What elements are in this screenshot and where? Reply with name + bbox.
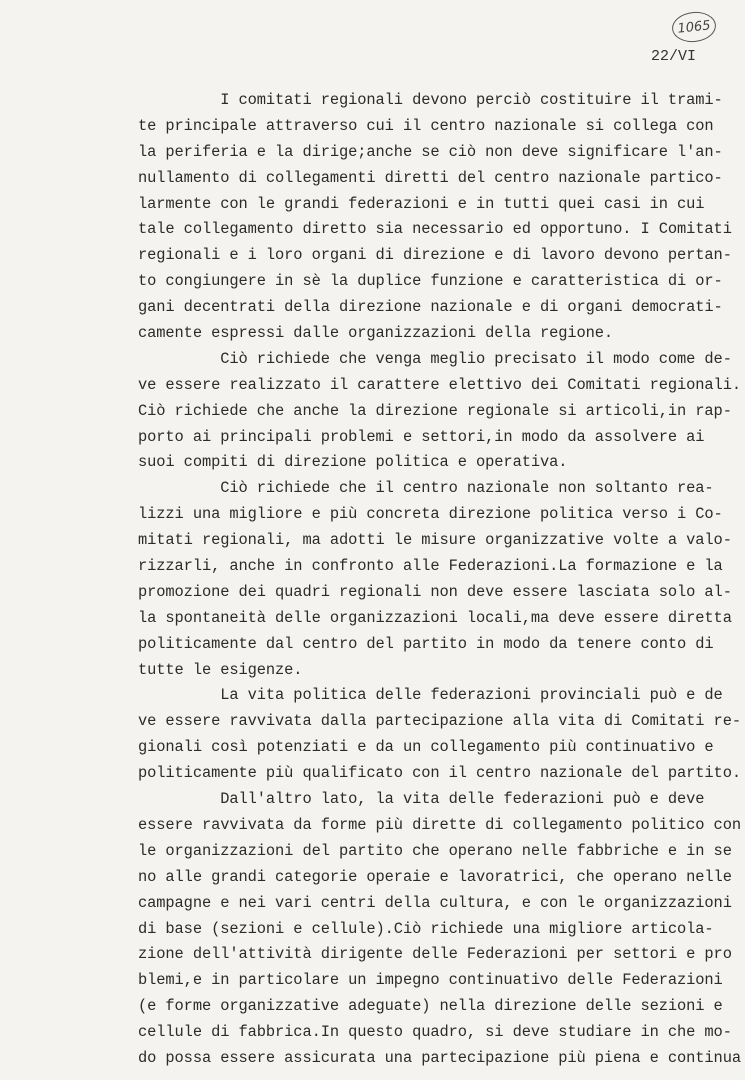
text-line: essere ravvivata da forme più dirette di collegamento politico con [138, 815, 741, 834]
text-line: do possa essere assicurata una partecipazione più piena e continua [138, 1048, 741, 1067]
body-text [138, 88, 741, 1072]
text-line: te principale attraverso cui il centro nazionale si collega con [138, 116, 714, 135]
text-line: no alle grandi categorie operaie e lavoratrici, che operano nelle [138, 867, 732, 886]
text-line: La vita politica delle federazioni provinciali può e de [138, 686, 723, 705]
text-line: regionali e i loro organi di direzione e di lavoro devono pertan- [138, 246, 732, 265]
text-line: to congiungere in sè la duplice funzione e caratteristica di or- [138, 272, 723, 291]
text-line: gani decentrati della direzione nazionale e di organi democrati- [138, 298, 723, 317]
text-line: Ciò richiede che venga meglio precisato il modo come de- [138, 349, 732, 368]
text-line: Ciò richiede che anche la direzione regionale si articoli,in rap- [138, 401, 732, 420]
text-line: blemi,e in particolare un impegno continuativo delle Federazioni [138, 971, 723, 990]
text-line: Dall'altro lato, la vita delle federazioni può e deve [138, 790, 705, 809]
text-line: I comitati regionali devono perciò costituire il trami- [138, 91, 723, 109]
text-line: politicamente più qualificato con il centro nazionale del partito. [138, 764, 741, 783]
text-line: tutte le esigenze. [138, 660, 303, 679]
text-line: ve essere realizzato il carattere elettivo dei Comitati regionali. [138, 375, 741, 394]
text-line: porto ai principali problemi e settori,in modo da assolvere ai [138, 427, 705, 446]
text-line: gionali così potenziati e da un collegamento più continuativo e [138, 738, 714, 757]
text-line: mitati regionali, ma adotti le misure organizzative volte a valo- [138, 531, 732, 550]
text-line: tale collegamento diretto sia necessario ed opportuno. I Comitati [138, 220, 732, 239]
text-line: promozione dei quadri regionali non deve essere lasciata solo al- [138, 582, 732, 601]
text-line: zione dell'attività dirigente delle Federazioni per settori e pro [138, 945, 732, 964]
text-line: di base (sezioni e cellule).Ciò richiede una migliore articola- [138, 919, 714, 938]
text-line: suoi compiti di direzione politica e operativa. [138, 453, 568, 472]
text-line: ve essere ravvivata dalla partecipazione alla vita di Comitati re- [138, 712, 741, 731]
text-line: lizzi una migliore e più concreta direzione politica verso i Co- [138, 505, 723, 524]
page-number: 22/VI [651, 48, 697, 65]
text-line: larmente con le grandi federazioni e in tutti quei casi in cui [138, 194, 705, 213]
text-line: (e forme organizzative adeguate) nella direzione delle sezioni e [138, 997, 723, 1016]
text-line: la spontaneità delle organizzazioni locali,ma deve essere diretta [138, 608, 732, 627]
text-line: politicamente dal centro del partito in modo da tenere conto di [138, 634, 714, 653]
text-line: Ciò richiede che il centro nazionale non soltanto rea- [138, 479, 714, 498]
text-line: camente espressi dalle organizzazioni della regione. [138, 324, 614, 343]
archive-stamp: 1065 [671, 10, 718, 44]
text-line: cellule di fabbrica.In questo quadro, si deve studiare in che mo- [138, 1023, 732, 1042]
text-line: rizzarli, anche in confronto alle Federazioni.La formazione e la [138, 557, 723, 576]
text-line: nullamento di collegamenti diretti del centro nazionale partico- [138, 168, 723, 187]
text-line: la periferia e la dirige;anche se ciò non deve significare l'an- [138, 142, 723, 161]
text-line: campagne e nei vari centri della cultura, e con le organizzazioni [138, 893, 732, 912]
text-line: le organizzazioni del partito che operano nelle fabbriche e in se [138, 841, 732, 860]
